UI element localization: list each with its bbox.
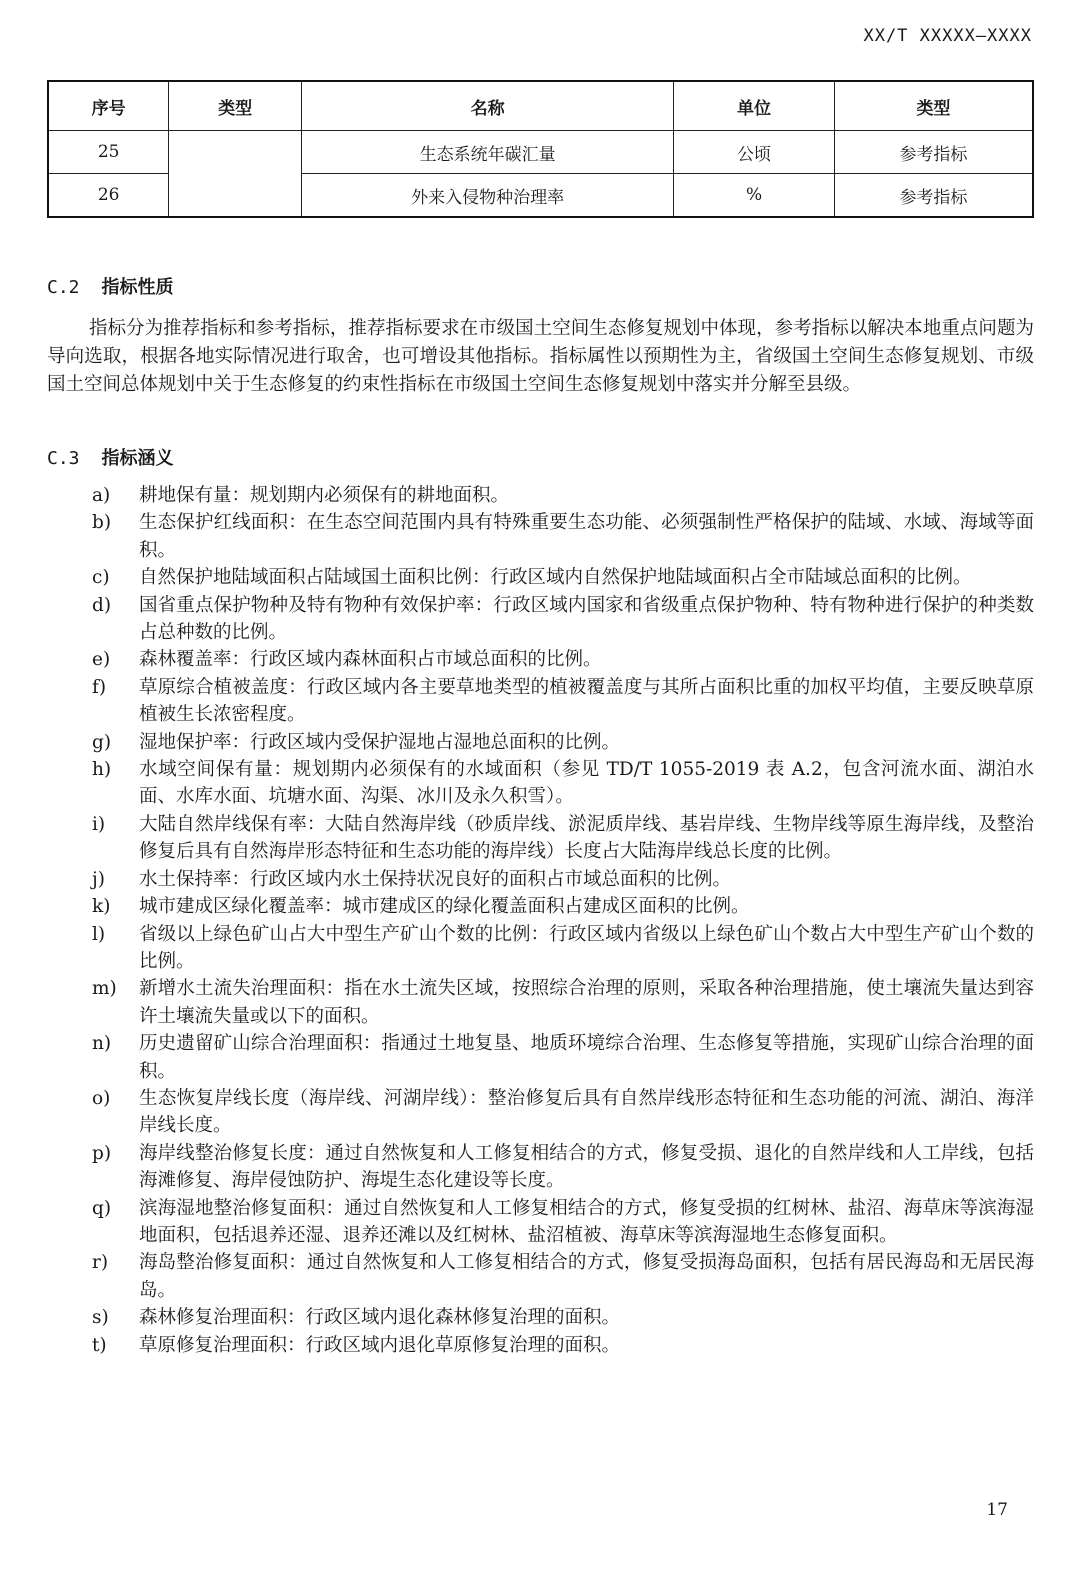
item-text: 生态恢复岸线长度（海岸线、河湖岸线）：整治修复后具有自然岸线形态特征和生态功能的河流、湖泊、海洋岸线长度。 (139, 1087, 1034, 1137)
cell-unit: % (674, 174, 835, 218)
table-row (48, 131, 1033, 174)
item-text: 城市建成区绿化覆盖率：城市建成区的绿化覆盖面积占建成区面积的比例。 (139, 896, 750, 918)
item-text: 湿地保护率：行政区域内受保护湿地占湿地总面积的比例。 (139, 731, 621, 753)
list-item (47, 592, 1034, 647)
item-marker: k) (92, 896, 111, 918)
section-number: C.2 (47, 277, 80, 298)
item-text: 新增水土流失治理面积：指在水土流失区域，按照综合治理的原则，采取各种治理措施，使土壤流失量达到容许土壤流失量或以下的面积。 (139, 978, 1034, 1027)
list-item (47, 729, 1034, 756)
list-item (47, 674, 1034, 729)
list-item (47, 975, 1034, 1030)
section-title: 指标性质 (101, 277, 174, 298)
header-type: 类型 (834, 81, 1033, 131)
item-marker: m) (92, 978, 117, 1000)
cell-no: 25 (48, 131, 169, 174)
cell-type: 参考指标 (834, 131, 1033, 174)
item-text: 森林覆盖率：行政区域内森林面积占市域总面积的比例。 (139, 649, 602, 671)
item-marker: b) (92, 512, 112, 534)
item-text: 草原综合植被盖度：行政区域内各主要草地类型的植被覆盖度与其所占面积比重的加权平均值，主要反映草原植被生长浓密程度。 (139, 676, 1034, 726)
section-c2-heading (47, 273, 174, 299)
cell-name: 外来入侵物种治理率 (302, 174, 674, 218)
item-text: 省级以上绿色矿山占大中型生产矿山个数的比例：行政区域内省级以上绿色矿山个数占大中型生产矿山个数的比例。 (139, 923, 1034, 972)
list-item (47, 1195, 1034, 1250)
list-item (47, 564, 1034, 591)
list-item (47, 811, 1034, 866)
item-text: 水域空间保有量：规划期内必须保有的水域面积（参见 TD/T 1055-2019 表 A.2，包含河流水面、湖泊水面、水库水面、坑塘水面、沟渠、冰川及永久积雪）。 (139, 759, 1034, 808)
item-marker: g) (92, 731, 112, 753)
page-number: 17 (986, 1500, 1008, 1520)
cell-type: 参考指标 (834, 174, 1033, 218)
indicator-table (47, 80, 1034, 218)
c2-paragraph: 指标分为推荐指标和参考指标，推荐指标要求在市级国土空间生态修复规划中体现，参考指标以解决本地重点问题为导向选取，根据各地实际情况进行取舍，也可增设其他指标。指标属性以预期性为主，省级国土空间生态修复规划、市级国土空间总体规划中关于生态修复的约束性指标在市级国土空间生态修复规划中落实并分解至县级。 (47, 318, 1034, 395)
list-item (47, 482, 1034, 509)
item-text: 海岸线整治修复长度：通过自然恢复和人工修复相结合的方式，修复受损、退化的自然岸线和人工岸线，包括海滩修复、海岸侵蚀防护、海堤生态化建设等长度。 (139, 1142, 1034, 1192)
definition-list (47, 482, 1034, 1359)
section-title: 指标涵义 (101, 448, 174, 469)
section-c3-heading (47, 444, 174, 470)
item-text: 国省重点保护物种及特有物种有效保护率：行政区域内国家和省级重点保护物种、特有物种进行保护的种类数占总种数的比例。 (139, 594, 1034, 644)
cell-name: 生态系统年碳汇量 (302, 131, 674, 174)
item-text: 生态保护红线面积：在生态空间范围内具有特殊重要生态功能、必须强制性严格保护的陆域、水域、海域等面积。 (139, 512, 1034, 561)
header-unit: 单位 (674, 81, 835, 131)
list-item (47, 1249, 1034, 1304)
list-item (47, 1332, 1034, 1359)
item-marker: s) (92, 1307, 109, 1329)
item-marker: n) (92, 1033, 112, 1055)
item-marker: o) (92, 1087, 111, 1109)
item-text: 大陆自然岸线保有率：大陆自然海岸线（砂质岸线、淤泥质岸线、基岩岸线、生物岸线等原生海岸线，及整治修复后具有自然海岸形态特征和生态功能的海岸线）长度占大陆海岸线总长度的比例。 (139, 813, 1034, 863)
table-header-row (48, 81, 1033, 131)
item-text: 草原修复治理面积：行政区域内退化草原修复治理的面积。 (139, 1334, 621, 1356)
list-item (47, 1030, 1034, 1085)
header-no: 序号 (48, 81, 169, 131)
item-marker: i) (92, 813, 106, 835)
header-name: 名称 (302, 81, 674, 131)
item-marker: e) (92, 649, 111, 671)
item-text: 森林修复治理面积：行政区域内退化森林修复治理的面积。 (139, 1307, 621, 1329)
item-text: 耕地保有量：规划期内必须保有的耕地面积。 (139, 485, 510, 506)
list-item (47, 1140, 1034, 1195)
header-category: 类型 (169, 81, 302, 131)
cell-category (169, 131, 302, 218)
list-item (47, 756, 1034, 811)
list-item (47, 1085, 1034, 1140)
item-marker: a) (92, 485, 111, 506)
list-item (47, 921, 1034, 976)
item-marker: l) (92, 923, 106, 945)
list-item (47, 893, 1034, 920)
cell-unit: 公顷 (674, 131, 835, 174)
item-text: 水土保持率：行政区域内水土保持状况良好的面积占市域总面积的比例。 (139, 868, 732, 890)
item-marker: q) (92, 1197, 112, 1219)
list-item (47, 1304, 1034, 1331)
item-marker: t) (92, 1334, 107, 1356)
item-text: 海岛整治修复面积：通过自然恢复和人工修复相结合的方式，修复受损海岛面积，包括有居民海岛和无居民海岛。 (139, 1252, 1034, 1301)
item-marker: r) (92, 1252, 109, 1274)
item-marker: c) (92, 567, 110, 589)
item-text: 自然保护地陆域面积占陆域国土面积比例：行政区域内自然保护地陆域面积占全市陆域总面积的比例。 (139, 567, 972, 589)
item-marker: d) (92, 594, 112, 616)
item-text: 滨海湿地整治修复面积：通过自然恢复和人工修复相结合的方式，修复受损的红树林、盐沼、海草床等滨海湿地面积，包括退养还湿、退养还滩以及红树林、盐沼植被、海草床等滨海湿地生态修复面积。 (139, 1197, 1034, 1246)
item-text: 历史遗留矿山综合治理面积：指通过土地复垦、地质环境综合治理、生态修复等措施，实现矿山综合治理的面积。 (139, 1033, 1034, 1082)
list-item (47, 646, 1034, 673)
list-item (47, 866, 1034, 893)
item-marker: h) (92, 759, 112, 781)
list-item (47, 509, 1034, 564)
item-marker: p) (92, 1142, 112, 1164)
section-number: C.3 (47, 448, 80, 469)
document-code: XX/T XXXXX—XXXX (863, 26, 1032, 46)
cell-no: 26 (48, 174, 169, 218)
item-marker: f) (92, 676, 107, 698)
item-marker: j) (92, 868, 105, 890)
